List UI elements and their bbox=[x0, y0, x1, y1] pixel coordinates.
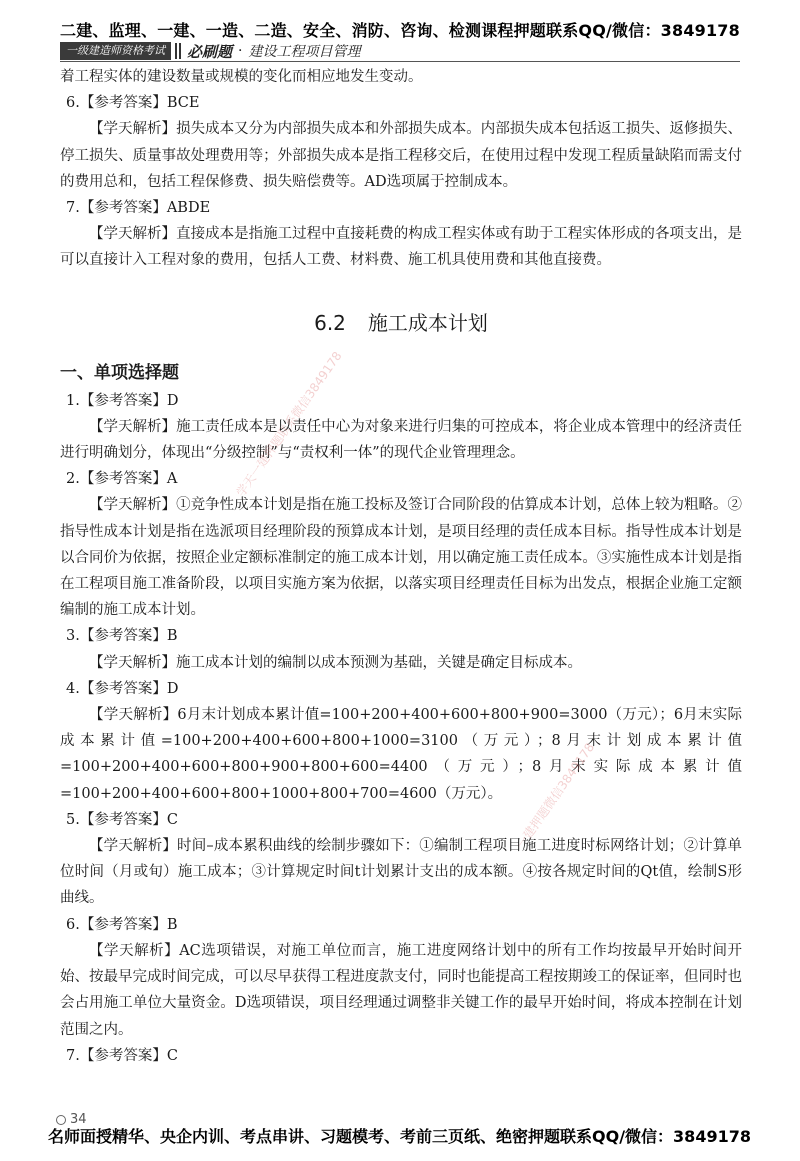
analysis-paragraph: 【学天解析】①竞争性成本计划是指在施工投标及签订合同阶段的估算成本计划，总体上较为粗略。②指导性成本计划是指在选派项目经理阶段的预算成本计划，是项目经理的责任成本目标。指导性成本计划是以合同价为依据，按照企业定额标准制定的施工成本计划，用以确定施工责任成本。③实施性成本计划是指在工程项目施工准备阶段，以项目实施方案为依据，以落实项目经理责任目标为出发点，根据企业施工定额编制的施工成本计划。 bbox=[60, 497, 742, 619]
intro-line: 着工程实体的建设数量或规模的变化而相应地发生变动。 bbox=[60, 69, 423, 85]
analysis-paragraph: 【学天解析】AC选项错误，对施工单位而言，施工进度网络计划中的所有工作均按最早开始时间开始、按最早完成时间完成，可以尽早获得工程进度款支付，同时也能提高工程按期竣工的保证率，但同时也会占用施工单位大量资金。D选项错误，项目经理通过调整非关键工作的最早开始时间，将成本控制在计划范围之内。 bbox=[60, 942, 742, 1038]
separator-bars bbox=[175, 43, 183, 59]
bottom-banner: 名师面授精华、央企内训、考点串讲、习题模考、考前三页纸、绝密押题联系QQ/微信：3849178 bbox=[48, 1127, 751, 1146]
top-banner: 二建、监理、一建、一造、二造、安全、消防、咨询、检测课程押题联系QQ/微信：3849178 bbox=[60, 21, 740, 40]
section-title: 施工成本计划 bbox=[367, 310, 488, 335]
analysis-paragraph: 【学天解析】时间–成本累积曲线的绘制步骤如下：①编制工程项目施工进度时标网络计划；②计算单位时间（月或旬）施工成本；③计算规定时间t计划累计支出的成本额。④按各规定时间的Qt值，绘制S形曲线。 bbox=[60, 838, 742, 907]
series-title: 必刷题 bbox=[187, 42, 233, 61]
answer-line: 6.【参考答案】B bbox=[66, 916, 178, 933]
answer-line: 1.【参考答案】D bbox=[66, 392, 179, 409]
exam-label: 一级建造师资格考试 bbox=[60, 42, 171, 60]
answer-line: 5.【参考答案】C bbox=[66, 811, 178, 828]
page-circle-icon bbox=[56, 1115, 66, 1125]
answer-line: 2.【参考答案】A bbox=[66, 471, 178, 488]
subsection-heading: 一、单项选择题 bbox=[60, 362, 179, 383]
analysis-paragraph: 【学天解析】损失成本又分为内部损失成本和外部损失成本。内部损失成本包括返工损失、返修损失、停工损失、质量事故处理费用等；外部损失成本是指工程移交后，在使用过程中发现工程质量缺陷而需支付的费用总和，包括工程保修费、损失赔偿费等。AD选项属于控制成本。 bbox=[60, 121, 742, 190]
analysis-paragraph: 【学天解析】施工成本计划的编制以成本预测为基础，关键是确定目标成本。 bbox=[89, 654, 582, 671]
analysis-paragraph: 【学天解析】6月末计划成本累计值=100+200+400+600+800+900=3000（万元）；6月末实际成本累计值=100+200+400+600+800+1000=3100（万元）；8月末计划成本累计值=100+200+400+600+800+900+800+600=4400（万元）；8月末实际成本累计值=100+200+400+600+800+1000+800+700=4600（万元）。 bbox=[60, 707, 742, 802]
section-heading bbox=[60, 308, 742, 338]
page-number-text: 34 bbox=[70, 1112, 87, 1127]
answer-line: 6.【参考答案】BCE bbox=[66, 95, 200, 112]
answer-line: 4.【参考答案】D bbox=[66, 680, 179, 697]
analysis-paragraph: 【学天解析】直接成本是指施工过程中直接耗费的构成工程实体或有助于工程实体形成的各项支出，是可以直接计入工程对象的费用，包括人工费、材料费、施工机具使用费和其他直接费。 bbox=[60, 226, 742, 269]
answer-line: 3.【参考答案】B bbox=[66, 628, 178, 645]
subject-title: 建设工程项目管理 bbox=[248, 44, 361, 60]
book-header bbox=[60, 41, 740, 62]
page-content bbox=[60, 64, 742, 1069]
watermark: 学天一建押题联系微信3849178 bbox=[233, 349, 345, 500]
answer-line: 7.【参考答案】ABDE bbox=[66, 200, 211, 217]
analysis-paragraph: 【学天解析】施工责任成本是以责任中心为对象来进行归集的可控成本，将企业成本管理中的经济责任进行明确划分，体现出“分级控制”与“责权利一体”的现代企业管理理念。 bbox=[60, 418, 742, 462]
watermark: 一建押题微信3849178 bbox=[513, 740, 598, 852]
header-dot: · bbox=[238, 43, 243, 59]
answer-line: 7.【参考答案】C bbox=[66, 1047, 178, 1064]
section-number: 6.2 bbox=[314, 310, 346, 335]
